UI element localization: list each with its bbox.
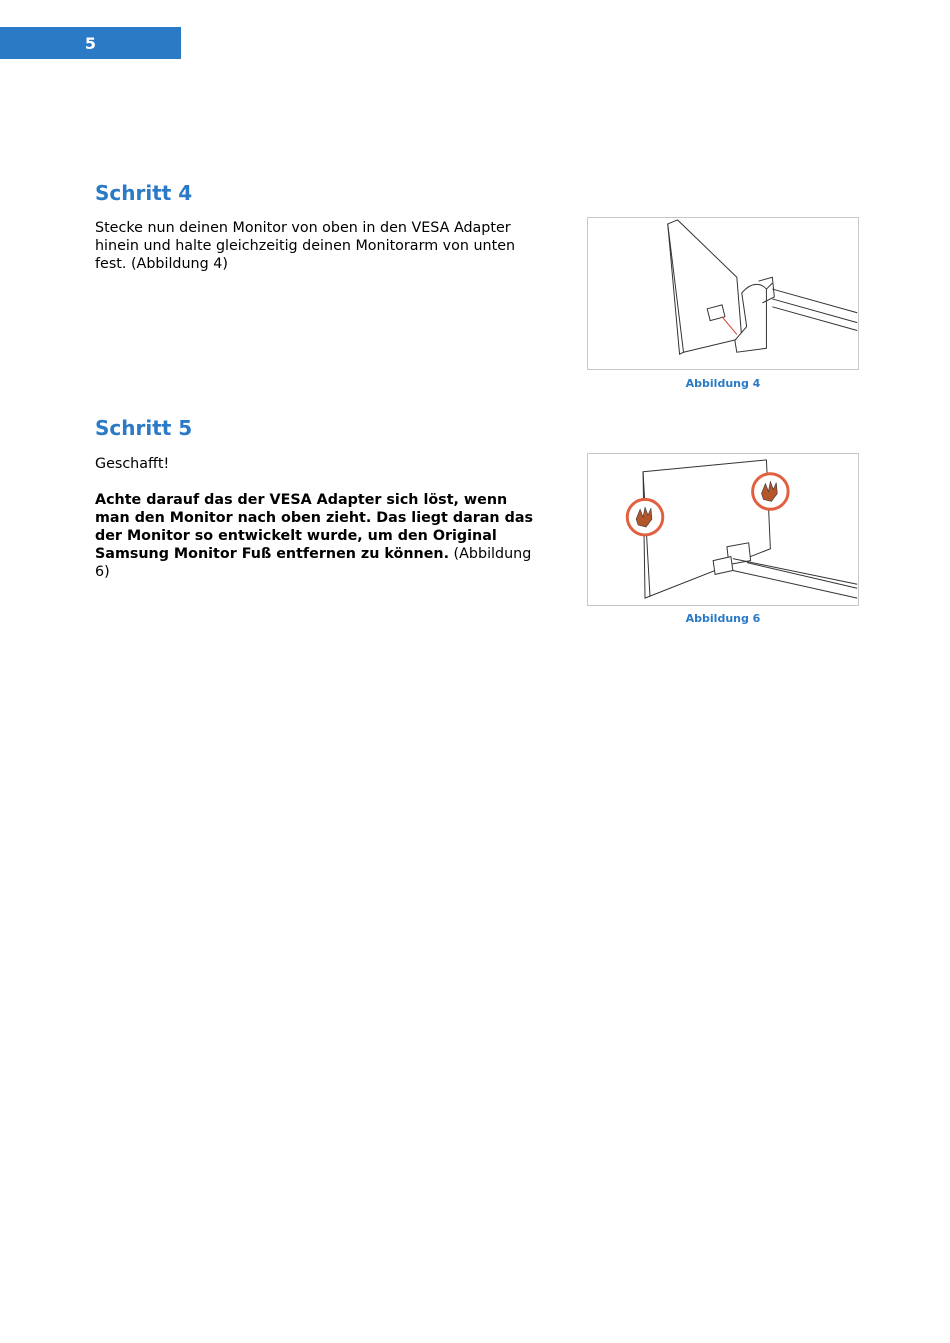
hand-warning-icon-left: [627, 499, 663, 535]
step-4-title: Schritt 4: [95, 181, 193, 205]
step-5-text: [95, 455, 545, 581]
figure-6-caption: Abbildung 6: [685, 612, 761, 625]
step-5-warning-bold: Achte darauf das der VESA Adapter sich löst, wenn man den Monitor nach oben zieht. Das liegt daran das der Monitor so entwickelt wurde, um den Original Samsung Monitor Fuß entfernen zu können.: [95, 492, 533, 562]
step-5-warning: [95, 491, 545, 581]
monitor-remove-illustration: [588, 454, 858, 605]
step-5-title: Schritt 5: [95, 416, 193, 440]
page-number-badge: [0, 27, 181, 59]
step-5-intro: Geschafft!: [95, 456, 170, 472]
figure-4-caption: Abbildung 4: [685, 377, 761, 390]
figure-4-illustration: [587, 217, 859, 370]
page-number: 5: [84, 33, 97, 53]
step-5-figure-ref: (Abbildung 6): [95, 546, 532, 580]
step-4-text: [95, 219, 545, 273]
monitor-insert-illustration: [588, 218, 858, 369]
step-4-paragraph: Stecke nun deinen Monitor von oben in den VESA Adapter hinein und halte gleichzeitig deinen Monitorarm von unten fest. (Abbildung 4): [95, 220, 516, 272]
figure-6-illustration: [587, 453, 859, 606]
hand-warning-icon-right: [753, 474, 789, 510]
